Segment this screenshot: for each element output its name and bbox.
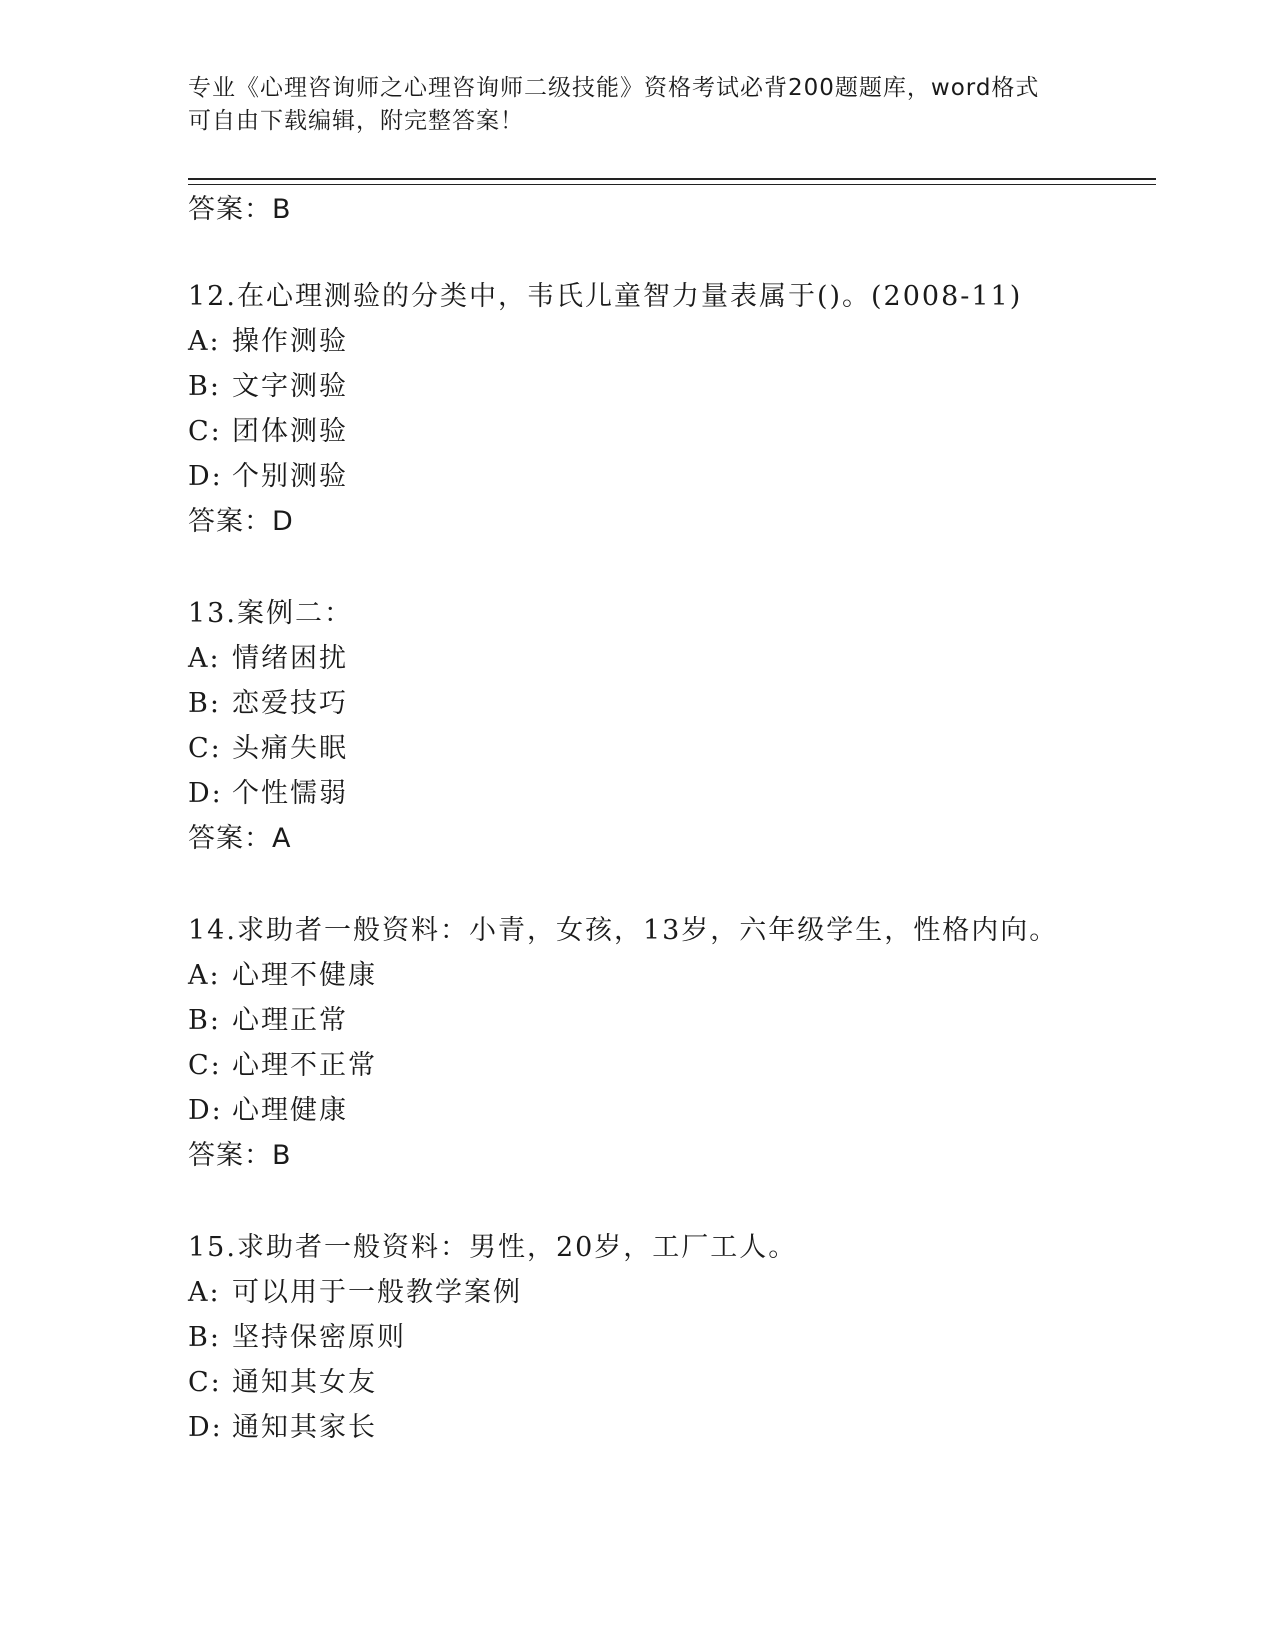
option-d	[188, 460, 1156, 494]
document-body	[188, 193, 1156, 1456]
option-letter: C:	[188, 733, 222, 764]
question-stem: 13.案例二：	[188, 598, 353, 629]
option-a	[188, 1276, 1156, 1310]
option-text: 团体测验	[232, 416, 348, 447]
option-text: 头痛失眠	[232, 733, 348, 764]
option-text: 心理健康	[232, 1095, 348, 1126]
question-stem: 12.在心理测验的分类中，韦氏儿童智力量表属于()。(2008-11)	[188, 281, 1023, 312]
option-letter: D:	[188, 778, 223, 809]
option-letter: D:	[188, 1095, 223, 1126]
option-letter: D:	[188, 461, 223, 492]
option-c	[188, 1366, 1156, 1400]
option-b	[188, 1321, 1156, 1355]
option-letter: A:	[188, 643, 221, 674]
question-15	[188, 1231, 1156, 1445]
option-text: 通知其女友	[232, 1367, 377, 1398]
option-text: 坚持保密原则	[232, 1322, 406, 1353]
question-stem: 14.求助者一般资料：小青，女孩，13岁，六年级学生，性格内向。	[188, 915, 1059, 946]
option-c	[188, 732, 1156, 766]
option-letter: C:	[188, 1367, 222, 1398]
question-14	[188, 914, 1156, 1173]
option-text: 心理正常	[232, 1005, 348, 1036]
header-line-1: 专业《心理咨询师之心理咨询师二级技能》资格考试必背200题题库，word格式	[188, 75, 1040, 101]
option-letter: C:	[188, 416, 222, 447]
answer: 答案：B	[188, 1140, 292, 1171]
header-divider	[188, 178, 1156, 185]
option-text: 通知其家长	[232, 1412, 377, 1443]
answer-previous: 答案：B	[188, 194, 292, 225]
option-d	[188, 1094, 1156, 1128]
option-c	[188, 415, 1156, 449]
option-letter: B:	[188, 688, 221, 719]
option-d	[188, 1411, 1156, 1445]
option-c	[188, 1049, 1156, 1083]
option-letter: A:	[188, 1277, 221, 1308]
option-a	[188, 642, 1156, 676]
question-12	[188, 280, 1156, 539]
option-letter: D:	[188, 1412, 223, 1443]
answer: 答案：D	[188, 506, 294, 537]
question-stem: 15.求助者一般资料：男性，20岁，工厂工人。	[188, 1232, 798, 1263]
option-text: 操作测验	[232, 326, 348, 357]
option-text: 可以用于一般教学案例	[232, 1277, 522, 1308]
option-letter: C:	[188, 1050, 222, 1081]
option-letter: B:	[188, 371, 221, 402]
option-letter: A:	[188, 960, 221, 991]
page-header	[188, 72, 1088, 138]
option-letter: B:	[188, 1005, 221, 1036]
option-b	[188, 370, 1156, 404]
option-text: 情绪困扰	[232, 643, 348, 674]
option-d	[188, 777, 1156, 811]
option-a	[188, 959, 1156, 993]
option-a	[188, 325, 1156, 359]
option-letter: A:	[188, 326, 221, 357]
answer: 答案：A	[188, 823, 292, 854]
question-13	[188, 597, 1156, 856]
option-text: 恋爱技巧	[232, 688, 348, 719]
option-text: 个别测验	[232, 461, 348, 492]
option-letter: B:	[188, 1322, 221, 1353]
option-b	[188, 687, 1156, 721]
option-text: 心理不正常	[232, 1050, 377, 1081]
header-line-2: 可自由下载编辑，附完整答案！	[188, 108, 524, 134]
option-b	[188, 1004, 1156, 1038]
option-text: 文字测验	[232, 371, 348, 402]
option-text: 个性懦弱	[232, 778, 348, 809]
option-text: 心理不健康	[232, 960, 377, 991]
